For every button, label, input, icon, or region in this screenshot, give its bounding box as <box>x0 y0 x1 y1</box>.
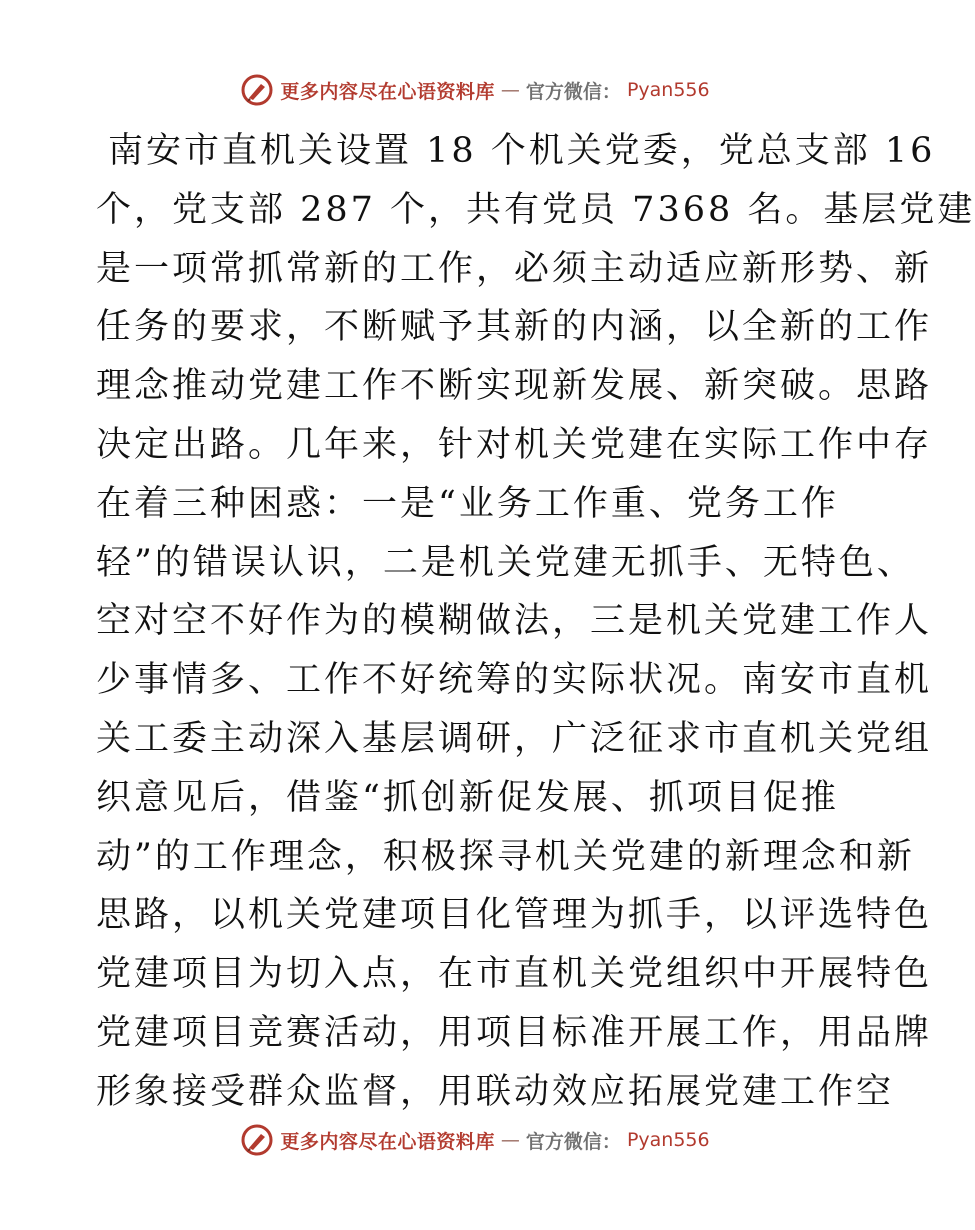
text-line: 少事情多、工作不好统筹的实际状况。南安市直机 <box>96 660 933 701</box>
text-line: 党建项目为切入点，在市直机关党组织中开展特色 <box>96 954 933 995</box>
text-line: 个，党支部 287 个，共有党员 7368 名。基层党建 <box>96 189 975 230</box>
watermark-dash: — <box>500 1129 520 1151</box>
text-line: 形象接受群众监督，用联动效应拓展党建工作空 <box>96 1071 895 1112</box>
text-line: 在着三种困惑：一是“业务工作重、党务工作 <box>96 483 839 524</box>
text-line: 南安市直机关设置 18 个机关党委，党总支部 16 <box>108 131 936 171</box>
watermark-wechat-id: Pyan556 <box>626 79 710 101</box>
text-line: 空对空不好作为的模糊做法，三是机关党建工作人 <box>96 601 933 642</box>
text-line: 理念推动党建工作不断实现新发展、新突破。思路 <box>96 366 933 407</box>
watermark-dash: — <box>500 79 520 101</box>
text-line: 轻”的错误认识，二是机关党建无抓手、无特色、 <box>96 542 915 583</box>
text-line: 思路，以机关党建项目化管理为抓手，以评选特色 <box>96 895 933 936</box>
document-body <box>96 122 975 1122</box>
text-line: 关工委主动深入基层调研，广泛征求市直机关党组 <box>96 718 933 759</box>
text-line: 决定出路。几年来，针对机关党建在实际工作中存 <box>96 424 933 465</box>
pen-circle-logo-icon <box>240 73 274 107</box>
watermark-main-text: 更多内容尽在心语资料库 <box>280 1130 495 1153</box>
text-line: 是一项常抓常新的工作，必须主动适应新形势、新 <box>96 248 933 289</box>
text-line: 任务的要求，不断赋予其新的内涵，以全新的工作 <box>96 307 933 348</box>
watermark-main-text: 更多内容尽在心语资料库 <box>280 80 495 103</box>
pen-circle-logo-icon <box>240 1123 274 1157</box>
watermark-official-label: 官方微信： <box>525 1130 621 1153</box>
header-watermark <box>0 72 950 108</box>
watermark-official-label: 官方微信： <box>525 80 621 103</box>
text-line: 党建项目竞赛活动，用项目标准开展工作，用品牌 <box>96 1012 933 1053</box>
footer-watermark <box>0 1122 950 1158</box>
watermark-wechat-id: Pyan556 <box>626 1129 710 1151</box>
text-line: 动”的工作理念，积极探寻机关党建的新理念和新 <box>96 836 915 877</box>
text-line: 织意见后，借鉴“抓创新促发展、抓项目促推 <box>96 777 839 818</box>
